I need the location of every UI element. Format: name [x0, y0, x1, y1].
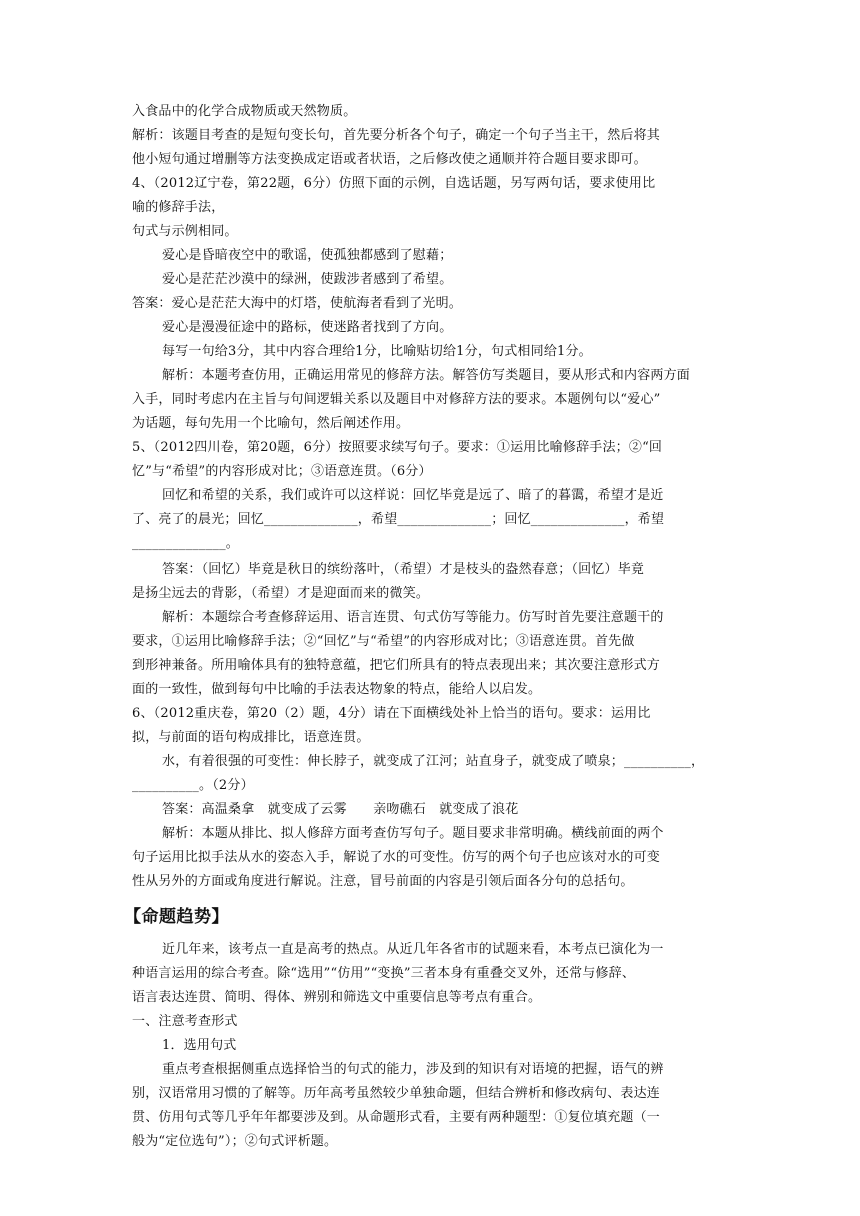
example-line: 爱心是茫茫沙漠中的绿洲，使跋涉者感到了希望。: [162, 272, 453, 287]
subheading: 一、注意考查形式: [132, 1014, 238, 1029]
question-4-heading: 4、（2012辽宁卷，第22题，6分）仿照下面的示例，自选话题，另写两句话，要求使用比: [132, 176, 656, 191]
text-line: 入食品中的化学合成物质或天然物质。: [132, 104, 357, 119]
text-line: 种语言运用的综合考查。除“选用”“仿用”“变换”三者本身有重叠交叉外，还常与修辞、: [132, 966, 636, 981]
answer-line: 答案：（回忆）毕竟是秋日的缤纷落叶，（希望）才是枝头的盎然春意；（回忆）毕竟: [162, 562, 645, 577]
fill-in-line: ______________。: [132, 536, 239, 551]
scoring-line: 每写一句给3分，其中内容合理给1分，比喻贴切给1分，句式相同给1分。: [162, 344, 592, 359]
example-line: 爱心是昏暗夜空中的歌谣，使孤独都感到了慰藉；: [162, 248, 453, 263]
analysis-line: 解析：该题目考查的是短句变长句，首先要分析各个句子，确定一个句子当主干，然后将其: [132, 128, 661, 143]
text-line: 拟，与前面的语句构成排比，语意连贯。: [132, 730, 370, 745]
text-line: 入手，同时考虑内在主旨与句间逻辑关系以及题目中对修辞方法的要求。本题例句以“爱心”: [132, 392, 661, 407]
question-5-heading: 5、（2012四川卷，第20题，6分）按照要求续写句子。要求：①运用比喻修辞手法；②“回: [132, 440, 663, 455]
text-line: 贯、仿用句式等几乎年年都要涉及到。从命题形式看，主要有两种题型：①复位填充题（一: [132, 1110, 661, 1125]
section-heading: 【命题趋势】: [124, 907, 229, 927]
text-line: 近几年来，该考点一直是高考的热点。从近几年各省市的试题来看，本考点已演化为一: [162, 942, 664, 957]
answer-line: 答案：高温桑拿 就变成了云雾 亲吻礁石 就变成了浪花: [162, 802, 519, 817]
text-line: 句子运用比拟手法从水的姿态入手，解说了水的可变性。仿写的两个句子也应该对水的可变: [132, 850, 661, 865]
fill-in-line: 了、亮了的晨光；回忆______________，希望______________；回忆______________，希望: [132, 512, 665, 527]
text-line: 重点考查根据侧重点选择恰当的句式的能力，涉及到的知识有对语境的把握，语气的辨: [162, 1062, 664, 1077]
text-line: 他小短句通过增删等方法变换成定语或者状语，之后修改使之通顺并符合题目要求即可。: [132, 152, 647, 167]
question-6-heading: 6、（2012重庆卷，第20（2）题，4分）请在下面横线处补上恰当的语句。要求：运用比: [132, 706, 651, 721]
analysis-line: 解析：本题从排比、拟人修辞方面考查仿写句子。题目要求非常明确。横线前面的两个: [162, 826, 664, 841]
analysis-line: 解析：本题综合考查修辞运用、语言连贯、句式仿写等能力。仿写时首先要注意题干的: [162, 610, 664, 625]
text-line: 性从另外的方面或角度进行解说。注意，冒号前面的内容是引领后面各分句的总括句。: [132, 874, 634, 889]
answer-line: 答案：爱心是茫茫大海中的灯塔，使航海者看到了光明。: [132, 296, 463, 311]
text-line: 别，汉语常用习惯的了解等。历年高考虽然较少单独命题，但结合辨析和修改病句、表达连: [132, 1086, 661, 1101]
text-line: 到形神兼备。所用喻体具有的独特意蕴，把它们所具有的特点表现出来；其次要注意形式方: [132, 658, 661, 673]
prompt-line: 回忆和希望的关系，我们或许可以这样说：回忆毕竟是远了、暗了的暮霭，希望才是近: [162, 488, 664, 503]
fill-in-line: __________。（2分）: [132, 778, 254, 793]
answer-line: 爱心是漫漫征途中的路标，使迷路者找到了方向。: [162, 320, 453, 335]
text-line: 为话题，每句先用一个比喻句，然后阐述作用。: [132, 416, 410, 431]
text-line: 面的一致性，做到每句中比喻的手法表达物象的特点，能给人以启发。: [132, 682, 542, 697]
text-line: 要求，①运用比喻修辞手法；②“回忆”与“希望”的内容形成对比；③语意连贯。首先做: [132, 634, 635, 649]
subheading: 1．选用句式: [162, 1038, 237, 1053]
analysis-line: 解析：本题考查仿用，正确运用常见的修辞方法。解答仿写类题目，要从形式和内容两方面: [162, 368, 691, 383]
text-line: 忆”与“希望”的内容形成对比；③语意连贯。（6分）: [132, 464, 432, 479]
text-line: 句式与示例相同。: [132, 224, 238, 239]
text-line: 喻的修辞手法，: [132, 200, 225, 215]
prompt-line: 水，有着很强的可变性：伸长脖子，就变成了江河；站直身子，就变成了喷泉；__________，: [162, 754, 705, 769]
text-line: 般为“定位选句”）；②句式评析题。: [132, 1134, 338, 1149]
text-line: 语言表达连贯、简明、得体、辨别和筛选文中重要信息等考点有重合。: [132, 990, 542, 1005]
text-line: 是扬尘远去的背影，（希望）才是迎面而来的微笑。: [132, 586, 430, 601]
